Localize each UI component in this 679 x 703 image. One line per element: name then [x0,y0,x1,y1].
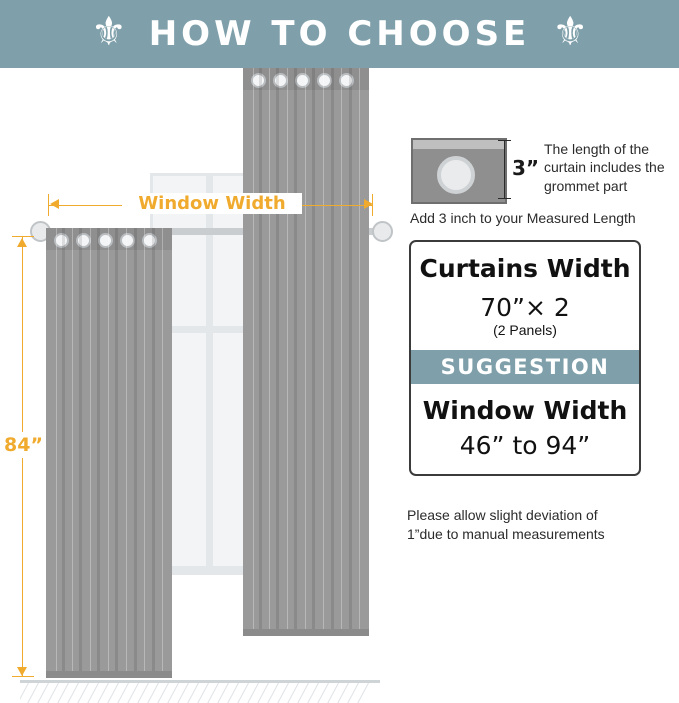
curtains-width-sub: (2 Panels) [493,322,557,338]
deviation-note-line2: 1”due to manual measurements [407,526,605,543]
grommet-icon [98,233,113,248]
curtain-hem-left [46,671,172,678]
curtain-height-label: 84” [4,434,43,456]
info-column [404,68,679,636]
grommet-icon [295,73,310,88]
diagram-canvas [0,68,679,636]
curtains-width-title: Curtains Width [419,254,631,283]
grommet-note-text: The length of the curtain includes the grommet part [544,141,665,194]
arrow-down-icon [17,667,27,676]
window-width-label: Window Width [122,193,302,214]
grommet-ring-icon [437,156,475,194]
deviation-note-line1: Please allow slight deviation of [407,507,598,523]
window-width-range: 46” to 94” [459,431,591,460]
curtain-rod-finial-right [372,221,393,242]
arrow-left-icon [50,199,59,209]
height-tick-top [12,236,34,237]
suggestion-card [409,240,641,476]
header-banner [0,0,679,68]
add-length-note: Add 3 inch to your Measured Length [410,210,636,226]
grommet-dimension-cap-top [498,140,511,141]
window-width-title: Window Width [422,396,628,425]
window-width-tick-left [48,194,49,216]
arrow-right-icon [364,199,373,209]
grommet-dimension-line [504,140,505,198]
grommet-dimension-label: 3” [512,156,540,180]
grommet-dimension-cap-bottom [498,198,511,199]
fleur-de-lis-right-icon: ⚜ [552,10,589,54]
grommet-icon [317,73,332,88]
grommet-icon [120,233,135,248]
floor-hatching [20,683,380,703]
curtain-panel-left [46,228,172,678]
grommet-detail-top-strip [413,140,505,149]
height-tick-bottom [12,676,34,677]
grommet-detail-figure [411,138,507,204]
curtain-illustration [0,68,400,636]
deviation-note [407,506,679,545]
fleur-de-lis-left-icon: ⚜ [90,10,127,54]
curtain-hem-right [243,629,369,636]
curtain-panel-right [243,68,369,636]
arrow-up-icon [17,238,27,247]
curtains-width-value: 70”× 2 [480,293,570,322]
page-title: HOW TO CHOOSE [148,14,531,54]
suggestion-banner: SUGGESTION [411,350,639,384]
